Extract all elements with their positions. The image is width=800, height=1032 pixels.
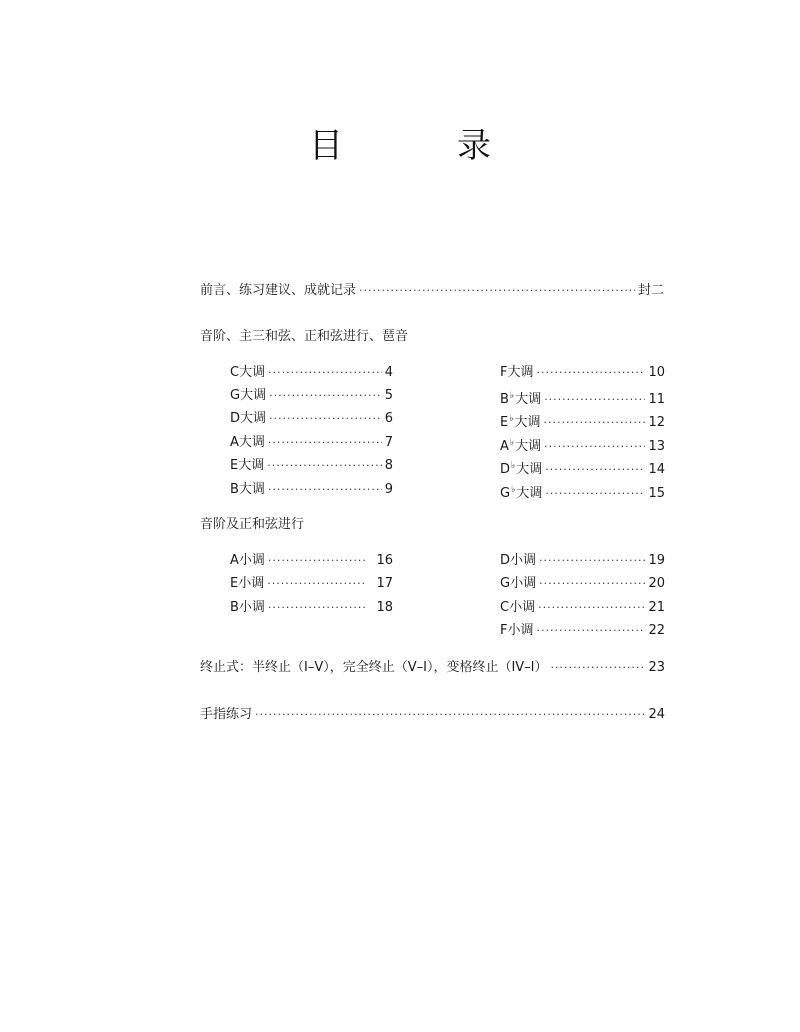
- toc-entry-c-minor[interactable]: [500, 599, 665, 617]
- toc-entry-page: 23: [648, 660, 665, 675]
- key-name: 大调: [507, 365, 534, 380]
- key-name: 小调: [238, 576, 265, 591]
- toc-entry-g-flat-major[interactable]: [500, 481, 665, 499]
- dot-leader: [267, 575, 365, 593]
- dot-leader: [268, 364, 382, 382]
- toc-entry-cadence[interactable]: [200, 659, 665, 677]
- key-letter: A: [230, 435, 239, 450]
- section-heading-scales: 音阶、主三和弦、正和弦进行、琶音: [200, 329, 409, 344]
- key-letter: C: [230, 365, 240, 380]
- dot-leader: [545, 485, 645, 503]
- dot-leader: [268, 599, 366, 617]
- dot-leader: [537, 622, 646, 640]
- toc-entry-page: 21: [648, 600, 665, 615]
- dot-leader: [269, 410, 382, 428]
- toc-entry-g-major[interactable]: [230, 387, 393, 405]
- toc-entry-e-minor[interactable]: [230, 575, 393, 593]
- dot-leader: [268, 434, 382, 452]
- toc-entry-page: 7: [384, 435, 393, 450]
- key-name: 大调: [238, 435, 265, 450]
- dot-leader: [545, 461, 645, 479]
- toc-entry-a-flat-major[interactable]: [500, 434, 665, 452]
- key-name: 大调: [238, 482, 265, 497]
- toc-entry-page: 15: [648, 486, 665, 501]
- toc-entry-page: 17: [376, 576, 393, 591]
- toc-entry-label: 终止式：半终止（I–V），完全终止（V–I），变格终止（IV–I）: [200, 660, 548, 675]
- toc-entry-label: 前言、练习建议、成就记录: [200, 283, 357, 298]
- key-name: 大调: [238, 458, 265, 473]
- dot-leader: [539, 552, 645, 570]
- dot-leader: [544, 391, 645, 409]
- toc-entry-page: 9: [384, 482, 393, 497]
- toc-entry-b-flat-major[interactable]: [500, 387, 665, 405]
- key-name: 大调: [516, 486, 543, 501]
- key-name: 大调: [514, 415, 541, 430]
- toc-entry-page: 24: [648, 707, 665, 722]
- dot-leader: [268, 481, 382, 499]
- dot-leader: [268, 552, 366, 570]
- page-title: 目 录: [309, 126, 531, 166]
- key-name: 小调: [510, 553, 537, 568]
- key-letter: D: [500, 553, 511, 568]
- key-letter: B: [500, 392, 509, 407]
- dot-leader: [269, 387, 382, 405]
- key-name: 大调: [515, 392, 542, 407]
- key-letter: E: [500, 415, 509, 430]
- toc-entry-b-minor[interactable]: [230, 599, 393, 617]
- toc-entry-label: 手指练习: [200, 707, 253, 722]
- key-name: 小调: [509, 600, 536, 615]
- key-letter: D: [500, 462, 511, 477]
- flat-sign-icon: ♭: [509, 438, 515, 448]
- key-letter: B: [230, 482, 239, 497]
- toc-entry-f-major[interactable]: [500, 364, 665, 382]
- toc-entry-e-major[interactable]: [230, 457, 393, 475]
- toc-entry-finger-exercises[interactable]: [200, 706, 665, 724]
- flat-sign-icon: ♭: [509, 414, 514, 424]
- toc-entry-a-minor[interactable]: [230, 552, 393, 570]
- key-letter: F: [500, 365, 508, 380]
- toc-entry-a-major[interactable]: [230, 434, 393, 452]
- key-letter: E: [230, 458, 239, 473]
- toc-entry-b-major[interactable]: [230, 481, 393, 499]
- toc-entry-page: 13: [648, 439, 665, 454]
- toc-entry-page: 12: [648, 415, 665, 430]
- toc-entry-page: 22: [648, 623, 665, 638]
- dot-leader: [255, 706, 645, 724]
- toc-entry-page: 19: [648, 553, 665, 568]
- toc-entry-page: 封二: [637, 283, 664, 298]
- toc-entry-page: 5: [384, 388, 393, 403]
- toc-entry-page: 6: [384, 411, 393, 426]
- toc-entry-page: 10: [648, 365, 665, 380]
- toc-entry-d-major[interactable]: [230, 410, 393, 428]
- key-name: 大调: [516, 462, 543, 477]
- key-letter: G: [500, 486, 511, 501]
- flat-sign-icon: ♭: [511, 485, 516, 495]
- key-name: 大调: [240, 388, 267, 403]
- key-letter: A: [230, 553, 239, 568]
- dot-leader: [359, 282, 635, 300]
- key-name: 大调: [240, 411, 267, 426]
- toc-entry-d-flat-major[interactable]: [500, 457, 665, 475]
- toc-entry-page: 20: [648, 576, 665, 591]
- toc-entry-page: 8: [384, 458, 393, 473]
- toc-entry-f-minor[interactable]: [500, 622, 665, 640]
- key-letter: A: [500, 439, 509, 454]
- section-heading-minor: 音阶及正和弦进行: [200, 517, 305, 532]
- flat-sign-icon: ♭: [509, 391, 515, 401]
- toc-entry-intro[interactable]: [200, 282, 664, 300]
- key-letter: D: [230, 411, 241, 426]
- toc-entry-page: 4: [384, 365, 393, 380]
- dot-leader: [551, 659, 646, 677]
- dot-leader: [267, 457, 381, 475]
- key-letter: E: [230, 576, 239, 591]
- toc-entry-c-major[interactable]: [230, 364, 393, 382]
- toc-entry-e-flat-major[interactable]: [500, 410, 665, 428]
- key-letter: C: [500, 600, 510, 615]
- toc-entry-d-minor[interactable]: [500, 552, 665, 570]
- toc-entry-page: 14: [648, 462, 665, 477]
- toc-entry-g-minor[interactable]: [500, 575, 665, 593]
- toc-entry-page: 16: [376, 553, 393, 568]
- key-name: 大调: [515, 439, 542, 454]
- key-name: 小调: [238, 553, 265, 568]
- key-letter: B: [230, 600, 239, 615]
- key-name: 大调: [239, 365, 266, 380]
- toc-entry-page: 18: [376, 600, 393, 615]
- dot-leader: [539, 575, 645, 593]
- flat-sign-icon: ♭: [511, 461, 516, 471]
- key-name: 小调: [507, 623, 534, 638]
- dot-leader: [538, 599, 645, 617]
- dot-leader: [543, 414, 645, 432]
- key-letter: G: [500, 576, 511, 591]
- dot-leader: [537, 364, 646, 382]
- toc-entry-page: 11: [648, 392, 665, 407]
- key-name: 小调: [510, 576, 537, 591]
- key-letter: G: [230, 388, 241, 403]
- key-name: 小调: [238, 600, 265, 615]
- dot-leader: [544, 438, 645, 456]
- key-letter: F: [500, 623, 508, 638]
